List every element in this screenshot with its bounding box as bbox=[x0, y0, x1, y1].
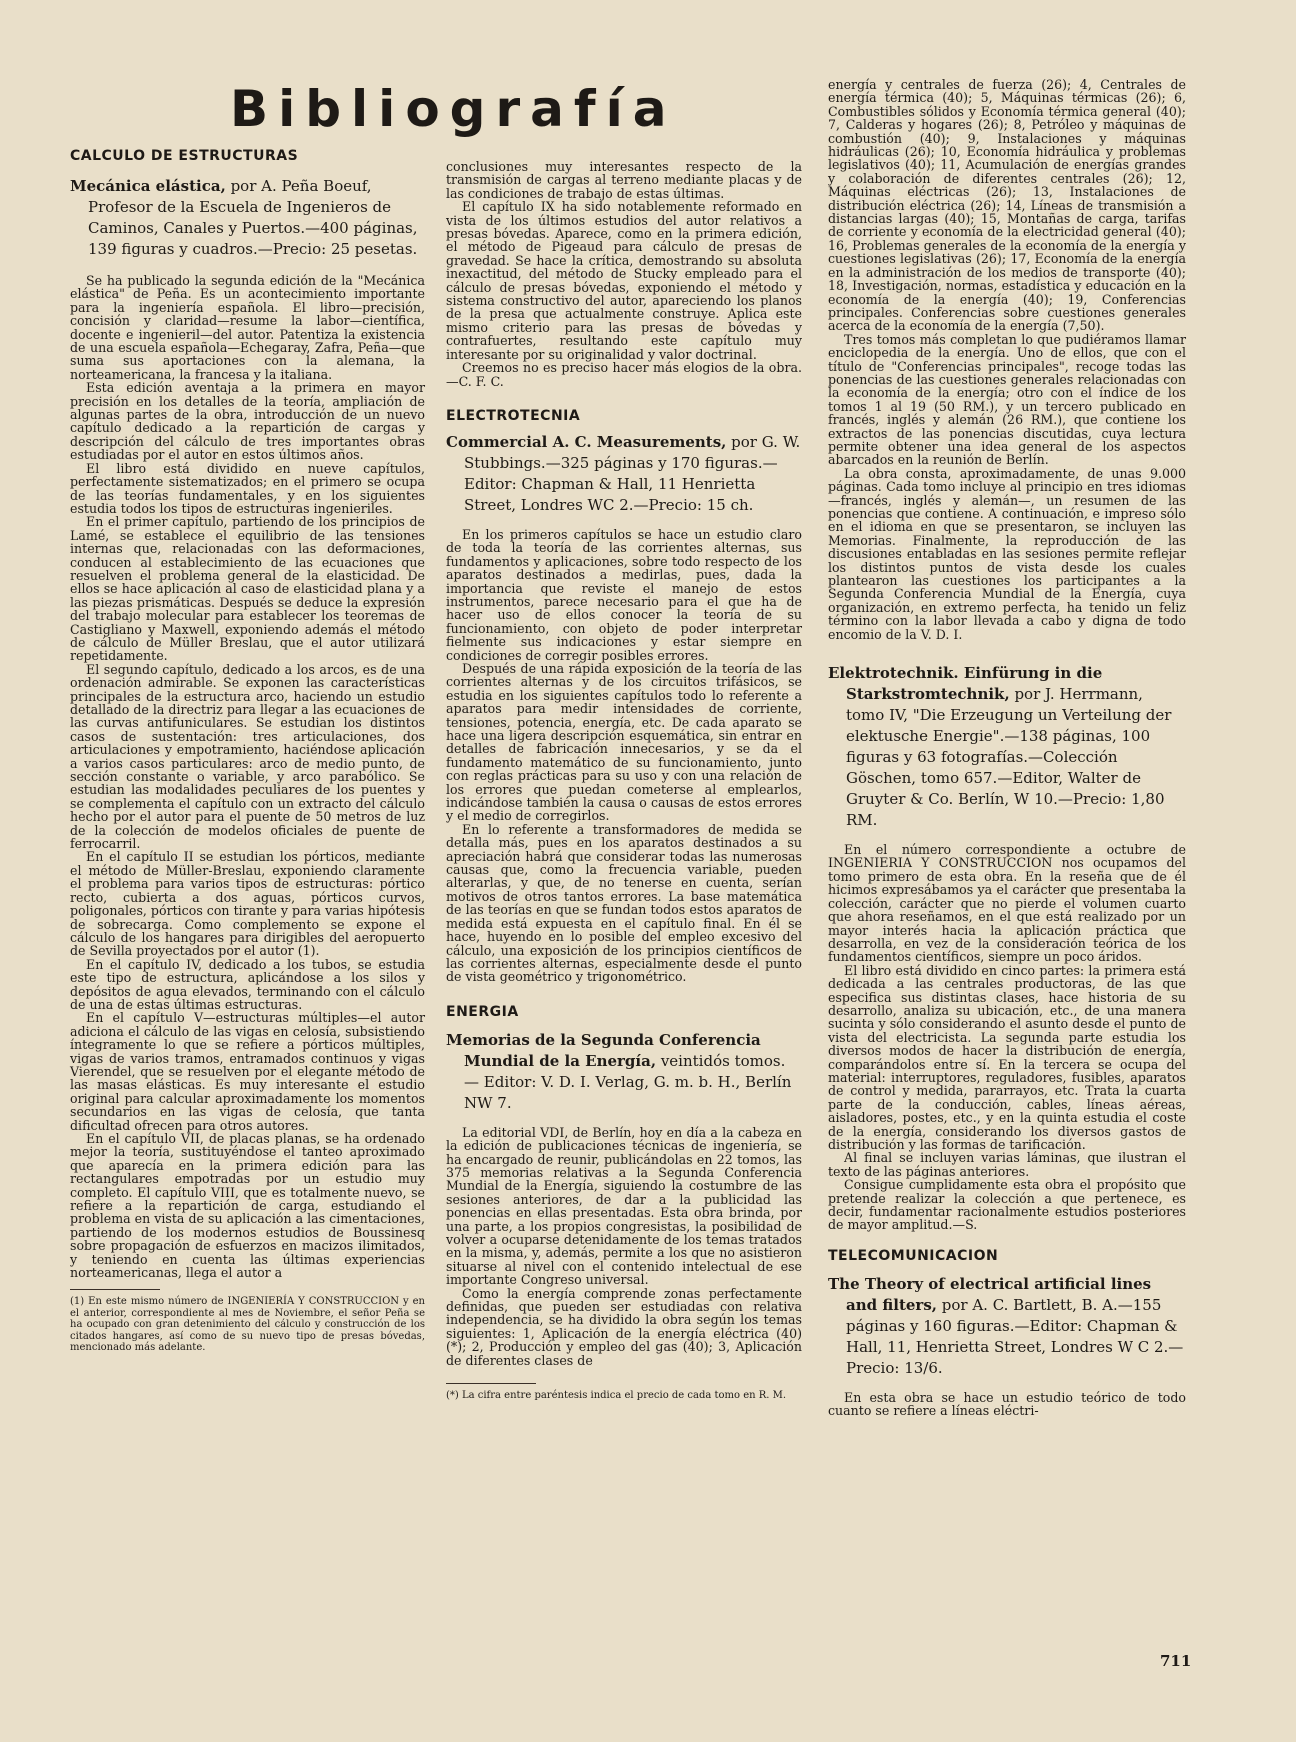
book-title: Commercial A. C. Measurements, bbox=[446, 432, 727, 451]
paragraph: Se ha publicado la segunda edición de la "Mecánica elástica" de Peña. Es un acontecimiento importante para la ingeniería española. El libro—precisión, concisión y claridad—resume la labor—científica, docente e ingenieril—del autor. Patentiza la existencia de una escuela española—Echegaray, Zafra, Peña—que suma sus aportaciones con la alemana, la norteamericana, la francesa y la italiana. bbox=[70, 273, 425, 382]
paragraph: El libro está dividido en nueve capítulos, perfectamente sistematizados; en el primero se ocupa de las teorías fundamentales, y en los siguientes estudia todos los tipos de estructuras ingenieriles. bbox=[70, 460, 425, 516]
paragraph: Creemos no es preciso hacer más elogios de la obra.—C. F. C. bbox=[446, 360, 802, 389]
book-title: Elektrotechnik. Einfürung in die Starkstromtechnik, bbox=[828, 664, 1103, 704]
footnote: (*) La cifra entre paréntesis indica el precio de cada tomo en R. M. bbox=[446, 1390, 787, 1402]
book-entry-heading bbox=[828, 1274, 1186, 1379]
book-details: por J. Herrmann, tomo IV, "Die Erzeugung un Verteilung der elektusche Energie".—138 páginas, 100 figuras y 63 fotografías.—Colección Göschen, tomo 657.—Editor, Walter de Gruyter & Co. Berlín, W 10.—Precio: 1,80 RM. bbox=[846, 685, 1172, 830]
paragraph: Después de una rápida exposición de la teoría de las corrientes alternas y de los circuitos trifásicos, se estudia en los siguientes capítulos todo lo referente a aparatos para medir intensidades de corriente, tensiones, potencia, energía, etc. De cada aparato se hace una ligera descripción esquemática, sin entrar en detalles de fabricación innecesarios, y se da el fundamento matemático de su funcionamiento, junto con reglas prácticas para su uso y con una relación de los errores que puedan cometerse al emplearlos, indicándose también la causa o causas de estos errores y el medio de corregirlos. bbox=[446, 660, 802, 824]
paragraph: energía y centrales de fuerza (26); 4, Centrales de energía térmica (40); 5, Máquinas térmicas (26); 6, Combustibles sólidos y Economía térmica general (40); 7, Calderas y hogares (26); 8, Petróleo y máquinas de combustión (40); 9, Instalaciones y máquinas hidráulicas (26); 10, Economía hidráulica y problemas legislativos (40); 11, Acumulación de energías grandes y colaboración de diferentes centrales (26); 12, Máquinas eléctricas (26); 13, Instalaciones de distribución eléctrica (26); 14, Líneas de transmisión a distancias largas (40); 15, Montañas de carga, tarifas de corriente y economía de la electricidad general (40); 16, Problemas generales de la economía de la energía y cuestiones legislativas (26); 17, Economía de la energía en la administración de los medios de transporte (40); 18, Investigación, normas, estadística y educación en la economía de la energía (40); 19, Conferencias principales. Conferencias sobre cuestiones generales acerca de la economía de la energía (7,50). bbox=[828, 77, 1186, 334]
section-heading: CALCULO DE ESTRUCTURAS bbox=[70, 148, 299, 164]
page-number: 711 bbox=[1160, 1652, 1192, 1670]
column-2 bbox=[446, 160, 802, 1402]
book-entry-heading bbox=[70, 176, 425, 260]
footnote: (1) En este mismo número de INGENIERÍA Y CONSTRUCCION y en el anterior, correspondiente al mes de Noviembre, el señor Peña se ha ocupado con gran detenimiento del cálculo y construcción de los citados hangares, así como de su nuevo tipo de presas bóvedas, mencionado más adelante. bbox=[70, 1296, 425, 1354]
book-entry-heading bbox=[828, 663, 1186, 831]
book-title: Memorias de la Segunda Conferencia Mundial de la Energía, bbox=[446, 1030, 761, 1070]
paragraph: La obra consta, aproximadamente, de unas 9.000 páginas. Cada tomo incluye al principio en tres idiomas—francés, inglés y alemán—, un resumen de las ponencias que contiene. A continuación, e impreso sólo en el idioma en que se presentaron, se incluyen las Memorias. Finalmente, la reproducción de las discusiones entabladas en las sesiones permite reflejar los distintos puntos de vista desde los cuales plantearon las cuestiones los participantes a la Segunda Conferencia Mundial de la Energía, cuya organización, en extremo perfecta, ha tenido un feliz término con la labor llevada a cabo y digna de todo encomio de la V. D. I. bbox=[828, 465, 1186, 642]
paragraph: conclusiones muy interesantes respecto de la transmisión de cargas al terreno mediante placas y de las condiciones de trabajo de estas últimas. bbox=[446, 159, 802, 201]
paragraph: En el capítulo IV, dedicado a los tubos, se estudia este tipo de estructura, aplicándose a los silos y depósitos de agua elevados, terminando con el cálculo de una de estas últimas estructuras. bbox=[70, 956, 425, 1012]
section-heading: TELECOMUNICACION bbox=[828, 1247, 999, 1264]
book-entry-heading bbox=[446, 1030, 802, 1114]
book-entry-heading bbox=[446, 432, 802, 516]
book-details: veintidós tomos. — Editor: V. D. I. Verlag, G. m. b. H., Berlín NW 7. bbox=[464, 1051, 792, 1112]
section-heading: ELECTROTECNIA bbox=[446, 407, 581, 424]
paragraph: En el número correspondiente a octubre de INGENIERIA Y CONSTRUCCION nos ocupamos del tomo primero de esta obra. En la reseña que de él hicimos expresábamos ya el carácter que presentaba la colección, carácter que no pierde el volumen cuarto que ahora reseñamos, en el que está realizado por un mayor interés hacia la aplicación práctica que desarrolla, en vez de la consideración teórica de los fundamentos científicos, siempre un poco áridos. bbox=[828, 842, 1186, 965]
paragraph: Consigue cumplidamente esta obra el propósito que pretende realizar la colección a que pertenece, es decir, fundamentar racionalmente estudios posteriores de mayor amplitud.—S. bbox=[828, 1177, 1186, 1233]
book-details: por A. C. Bartlett, B. A.—155 páginas y 160 figuras.—Editor: Chapman & Hall, 11, Henrietta Street, Londres W C 2.—Precio: 13/6. bbox=[846, 1295, 1184, 1377]
book-title: The Theory of electrical artificial lines and filters, bbox=[828, 1274, 1152, 1314]
book-title: Mecánica elástica, bbox=[70, 177, 226, 195]
paragraph: El capítulo IX ha sido notablemente reformado en vista de los últimos estudios del autor relativos a presas bóvedas. Aparece, como en la primera edición, el método de Pigeaud para cálculo de presas de gravedad. Se hace la crítica, demostrando su absoluta inexactitud, del método de Stucky empleado para el cálculo de presas bóvedas, exponiendo el método y sistema constructivo del autor, apareciendo los planos de la presa que actualmente construye. Aplica este mismo criterio para las presas de bóvedas y contrafuertes, resultando este capítulo muy interesante por su originalidad y valor doctrinal. bbox=[446, 199, 802, 362]
paragraph: En el capítulo VII, de placas planas, se ha ordenado mejor la teoría, sustituyéndose el tanteo aproximado que aparecía en la primera edición para las rectangulares empotradas por un estudio muy completo. El capítulo VIII, que es totalmente nuevo, se refiere a la repartición de carga, estudiando el problema en vista de su aplicación a las cimentaciones, partiendo de los modernos estudios de Boussinesq sobre propagación de esfuerzos en macizos ilimitados, y teniendo en cuenta las últimas experiencias norteamericanas, llega el autor a bbox=[70, 1131, 425, 1281]
paragraph: Esta edición aventaja a la primera en mayor precisión en los detalles de la teoría, ampliación de algunas partes de la obra, introducción de un nuevo capítulo dedicado a la repartición de cargas y descripción del cálculo de tres importantes obras estudiadas por el autor en estos últimos años. bbox=[70, 380, 425, 463]
paragraph: En el capítulo II se estudian los pórticos, mediante el método de Müller-Breslau, exponiendo claramente el problema para varios tipos de estructuras: pórtico recto, cubierta a dos aguas, pórticos curvos, poligonales, pórticos con tirante y para varias hipótesis de sobrecarga. Como complemento se expone el cálculo de los hangares para dirigibles del aeropuerto de Sevilla proyectados por el autor (1). bbox=[70, 849, 425, 959]
paragraph: En el primer capítulo, partiendo de los principios de Lamé, se establece el equilibrio de las tensiones internas que, relacionadas con las deformaciones, conducen al establecimiento de las ecuaciones que resuelven el problema general de la elasticidad. De ellos se hace aplicación al caso de elasticidad plana y a las piezas prismáticas. Después se deduce la expresión del trabajo molecular para establecer los teoremas de Castigliano y Maxwell, exponiendo además el método de cálculo de Müller Breslau, que el autor utilizará repetidamente. bbox=[70, 514, 425, 664]
paragraph: Al final se incluyen varias láminas, que ilustran el texto de las páginas anteriores. bbox=[828, 1150, 1186, 1179]
paragraph: En lo referente a transformadores de medida se detalla más, pues en los aparatos destinados a su apreciación habrá que considerar todas las numerosas causas que, como la frecuencia variable, pueden alterarlas, y que, de no tenerse en cuenta, serían motivos de otros tantos errores. La base matemática de las teorías en que se fundan todos estos aparatos de medida está expuesta en el capítulo final. En él se hace, huyendo en lo posible del empleo excesivo del cálculo, una exposición de los principios científicos de las corrientes alternas, especialmente desde el punto de vista geométrico y trigonométrico. bbox=[446, 821, 802, 985]
column-3 bbox=[828, 78, 1186, 1418]
book-details: por G. W. Stubbings.—325 páginas y 170 figuras.—Editor: Chapman & Hall, 11 Henrietta Street, Londres WC 2.—Precio: 15 ch. bbox=[464, 432, 801, 514]
paragraph: En el capítulo V—estructuras múltiples—el autor adiciona el cálculo de las vigas en celosía, subsistiendo íntegramente lo que se refiere a pórticos múltiples, vigas de varios tramos, entramados continuos y vigas Vierendel, que se resuelven por el elegante método de las masas elásticas. Es muy interesante el estudio original para calcular aproximadamente los momentos secundarios en las vigas de celosía, que tanta dificultad ofrecen para otros autores. bbox=[70, 1010, 425, 1133]
page-title: Bibliografía bbox=[230, 80, 677, 138]
paragraph: La editorial VDI, de Berlín, hoy en día a la cabeza en la edición de publicaciones técnicas de ingeniería, se ha encargado de reunir, publicándolas en 22 tomos, las 375 memorias relativas a la Segunda Conferencia Mundial de la Energía, siguiendo la costumbre de las sesiones anteriores, de dar a la publicidad las ponencias en ellas presentadas. Esta obra brinda, por una parte, a los propios congresistas, la posibilidad de volver a ocuparse detenidamente de los temas tratados en la misma, y, además, permite a los que no asistieron situarse al nivel con el contenido intelectual de ese importante Congreso universal. bbox=[446, 1124, 802, 1288]
book-details: por A. Peña Boeuf, Profesor de la Escuela de Ingenieros de Caminos, Canales y Puertos.—400 páginas, 139 figuras y cuadros.—Precio: 25 pesetas. bbox=[88, 177, 418, 258]
paragraph: En los primeros capítulos se hace un estudio claro de toda la teoría de las corrientes alternas, sus fundamentos y aplicaciones, sobre todo respecto de los aparatos destinados a medirlas, pues, dada la importancia que reviste el manejo de estos instrumentos, parece necesario para el que ha de hacer uso de ellos conocer la teoría de su funcionamiento, con objeto de poder interpretar fielmente sus indicaciones y estar siempre en condiciones de corregir posibles errores. bbox=[446, 526, 802, 663]
paragraph: El segundo capítulo, dedicado a los arcos, es de una ordenación admirable. Se exponen las características principales de la estructura arco, haciendo un estudio detallado de la directriz para llegar a las ecuaciones de las curvas antifuniculares. Se estudian los distintos casos de sustentación: tres articulaciones, dos articulaciones y empotramiento, haciéndose aplicación a varios casos particulares: arco de medio punto, de sección constante o variable, y arco parabólico. Se estudian las modalidades peculiares de los puentes y se complementa el capítulo con un extracto del cálculo hecho por el autor para el puente de 50 metros de luz de la colección de modelos oficiales de puente de ferrocarril. bbox=[70, 661, 425, 852]
paragraph: En esta obra se hace un estudio teórico de todo cuanto se refiere a líneas eléctri- bbox=[828, 1389, 1186, 1419]
paragraph: Como la energía comprende zonas perfectamente definidas, que pueden ser estudiadas con relativa independencia, se ha dividido la obra según los temas siguientes: 1, Aplicación de la energía eléctrica (40) (*); 2, Producción y empleo del gas (40); 3, Aplicación de diferentes clases de bbox=[446, 1285, 802, 1368]
section-heading: ENERGIA bbox=[446, 1003, 519, 1020]
paragraph: El libro está dividido en cinco partes: la primera está dedicada a las centrales productoras, de las que especifica sus distintas clases, hace historia de su desarrollo, analiza su ubicación, etc., de una manera sucinta y sólo considerando el asunto desde el punto de vista del electricista. La segunda parte estudia los diversos modos de hacer la distribución de energía, comparándolos entre sí. En la tercera se ocupa del material: interruptores, reguladores, fusibles, aparatos de control y medida, pararrayos, etc. Trata la cuarta parte de la conducción, cables, líneas aéreas, aisladores, postes, etc., y en la quinta estudia el coste de la energía, considerando los diversos gastos de distribución y las formas de tarificación. bbox=[828, 962, 1186, 1152]
paragraph: Tres tomos más completan lo que pudiéramos llamar enciclopedia de la energía. Uno de ellos, que con el título de "Conferencias principales", recoge todas las ponencias de las cuestiones generales relacionadas con la economía de la energía; otro con el índice de los tomos 1 al 19 (50 RM.), y un tercero publicado en francés, inglés y alemán (26 RM.), que contiene los extractos de las ponencias discutidas, cuya lectura permite obtener una idea general de los aspectos abarcados en la reunión de Berlín. bbox=[828, 331, 1186, 468]
